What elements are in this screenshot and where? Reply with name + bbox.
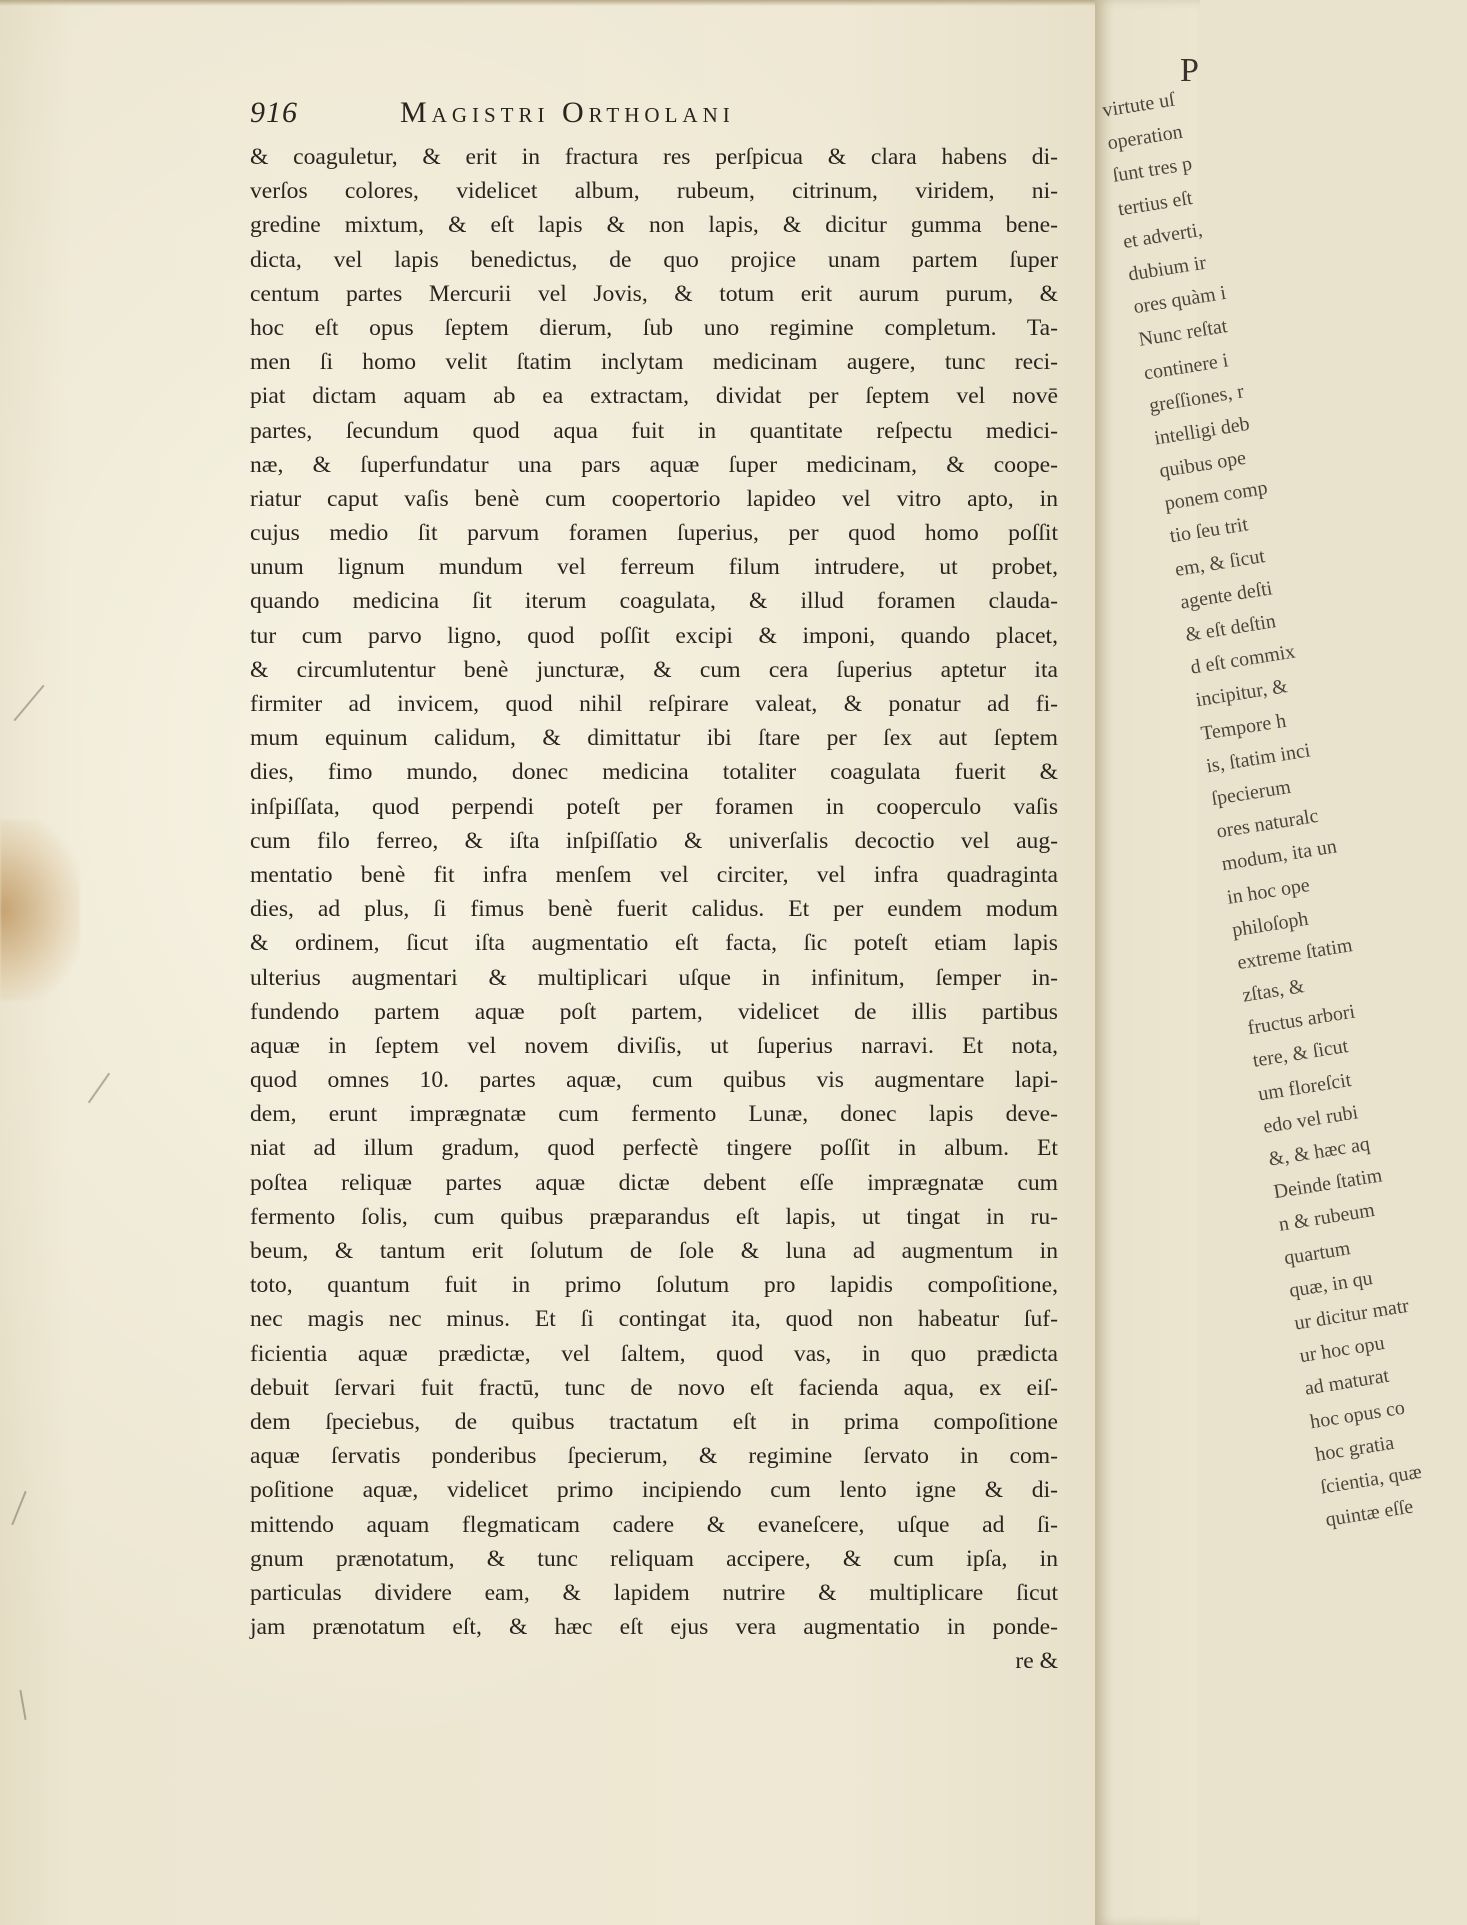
body-text — [250, 140, 1058, 1678]
facing-page-line: tere, & ſicut — [1251, 1035, 1350, 1073]
text-line: dicta, vel lapis benedictus, de quo projice unam partem ſuper — [250, 246, 1058, 273]
text-line: mum equinum calidum, & dimittatur ibi ſtare per ſex aut ſeptem — [250, 725, 1058, 752]
facing-page-line: zſtas, & — [1240, 975, 1306, 1007]
text-line: & circumlutentur benè juncturæ, & cum cera ſuperius aptetur ita — [250, 656, 1058, 683]
page-top-edge — [0, 0, 1200, 6]
text-line: cum filo ferreo, & iſta inſpiſſatio & univerſalis decoctio vel aug- — [250, 827, 1058, 854]
page-header — [250, 96, 910, 136]
margin-pencil-mark — [13, 685, 44, 722]
facing-page-line: ores naturalc — [1214, 805, 1320, 843]
text-line: cujus medio ſit parvum foramen ſuperius, per quod homo poſſit — [250, 520, 1058, 547]
text-line: niat ad illum gradum, quod perfectè tingere poſſit in album. Et — [250, 1135, 1058, 1162]
facing-page-line: quæ, in qu — [1287, 1266, 1374, 1302]
facing-page-line: ſpecierum — [1209, 775, 1293, 811]
text-line: aquæ in ſeptem vel novem diviſis, ut ſuperius narravi. Et nota, — [250, 1032, 1058, 1059]
text-line: ulterius augmentari & multiplicari uſque in infinitum, ſemper in- — [250, 964, 1058, 991]
text-line: næ, & ſuperfundatur una pars aquæ ſuper medicinam, & coope- — [250, 451, 1058, 478]
text-line: aquæ ſervatis ponderibus ſpecierum, & regimine ſervato in com- — [250, 1443, 1058, 1470]
facing-page-line: edo vel rubi — [1261, 1101, 1360, 1138]
facing-page-line: virtute uſ — [1100, 88, 1177, 122]
text-line: debuit ſervari fuit fractū, tunc de novo eſt facienda aqua, ex eiſ- — [250, 1374, 1058, 1401]
text-line: dem ſpeciebus, de quibus tractatum eſt in prima compoſitione — [250, 1408, 1058, 1435]
running-title: Magistri Ortholani — [400, 96, 735, 129]
text-line: & coaguletur, & erit in fractura res perſpicua & clara habens di- — [250, 144, 1058, 170]
facing-page-line: agente deſti — [1178, 577, 1274, 614]
text-line: firmiter ad invicem, quod nihil reſpirare valeat, & ponatur ad fi- — [250, 691, 1058, 717]
text-line: men ſi homo velit ſtatim inclytam medicinam augere, tunc reci- — [250, 349, 1058, 376]
facing-page-line: ad maturat — [1303, 1365, 1391, 1401]
text-line: ficientia aquæ prædictæ, vel ſaltem, quod vas, in quo prædicta — [250, 1340, 1058, 1367]
margin-pencil-mark — [19, 1690, 26, 1720]
facing-page-line: operation — [1105, 120, 1185, 155]
margin-pencil-mark — [11, 1491, 26, 1525]
facing-page-line: Tempore h — [1199, 709, 1288, 745]
facing-page-line: ur dicitur matr — [1292, 1294, 1411, 1335]
text-line: piat dictam aquam ab ea extractam, dividat per ſeptem vel novē — [250, 383, 1058, 410]
text-line: gnum prænotatum, & tunc reliquam accipere, & cum ipſa, in — [250, 1545, 1058, 1572]
text-line: nec magis nec minus. Et ſi contingat ita, quod non habeatur ſuf- — [250, 1306, 1058, 1333]
facing-page-line: incipitur, & — [1194, 675, 1290, 712]
facing-page-line: Nunc reſtat — [1137, 315, 1229, 352]
text-line: quando medicina ſit iterum coagulata, & illud foramen clauda- — [250, 588, 1058, 615]
facing-page-line: philoſoph — [1230, 907, 1310, 942]
facing-page-line: ur hoc opu — [1298, 1332, 1387, 1368]
text-line: mentatio benè fit infra menſem vel circiter, vel infra quadraginta — [250, 861, 1058, 888]
facing-page-line: extreme ſtatim — [1235, 934, 1354, 974]
facing-page-line: continere i — [1142, 348, 1230, 384]
facing-page-line: & eſt deſtin — [1183, 610, 1278, 647]
facing-page-line: ſcientia, quæ — [1318, 1460, 1424, 1499]
text-line: unum lignum mundum vel ferreum filum intrudere, ut probet, — [250, 554, 1058, 581]
page-stain — [0, 820, 80, 1000]
text-line: fundendo partem aquæ poſt partem, videlicet de illis partibus — [250, 998, 1058, 1025]
facing-page-line: dubium ir — [1126, 251, 1208, 286]
facing-page-line: modum, ita un — [1220, 835, 1339, 876]
text-line: beum, & tantum erit ſolutum de ſole & luna ad augmentum in — [250, 1238, 1058, 1264]
text-line: inſpiſſata, quod perpendi poteſt per foramen in cooperculo vaſis — [250, 793, 1058, 820]
text-line: dies, fimo mundo, donec medicina totaliter coagulata fuerit & — [250, 759, 1058, 786]
text-line: tur cum parvo ligno, quod poſſit excipi & imponi, quando placet, — [250, 622, 1058, 649]
facing-page-line: greſſiones, r — [1147, 380, 1246, 417]
text-line: gredine mixtum, & eſt lapis & non lapis, & dicitur gumma bene- — [250, 212, 1058, 239]
facing-page-line: quibus ope — [1157, 446, 1248, 483]
facing-page-line: tertius eſt — [1116, 186, 1194, 221]
text-line: fermento ſolis, cum quibus præparandus eſt lapis, ut tingat in ru- — [250, 1203, 1058, 1230]
page-number: 916 — [250, 96, 298, 129]
facing-page-line: et adverti, — [1121, 218, 1204, 253]
text-line: poſtea reliquæ partes aquæ dictæ debent eſſe imprægnatæ cum — [250, 1169, 1058, 1196]
text-line: partes, ſecundum quod aqua fuit in quantitate reſpectu medici- — [250, 417, 1058, 444]
catchword: re & — [1015, 1648, 1058, 1675]
facing-page-line: in hoc ope — [1225, 873, 1312, 909]
facing-page-line: is, ſtatim inci — [1204, 739, 1312, 778]
text-line: quod omnes 10. partes aquæ, cum quibus vis augmentare lapi- — [250, 1067, 1058, 1094]
facing-page-line: quartum — [1282, 1236, 1352, 1269]
text-line: dem, erunt imprægnatæ cum fermento Lunæ, donec lapis deve- — [250, 1101, 1058, 1128]
text-line: hoc eſt opus ſeptem dierum, ſub uno regimine completum. Ta- — [250, 314, 1058, 341]
facing-page-line: Deinde ſtatim — [1272, 1164, 1384, 1204]
facing-page-line: ponem comp — [1163, 477, 1270, 516]
facing-page-line: fructus arbori — [1246, 1000, 1357, 1040]
text-line: centum partes Mercurii vel Jovis, & totum erit aurum purum, & — [250, 280, 1058, 307]
margin-pencil-mark — [88, 1073, 110, 1104]
facing-page-letter: P — [1180, 52, 1199, 89]
facing-page-line: ſunt tres p — [1111, 152, 1194, 188]
facing-page-line: quintæ eſſe — [1324, 1495, 1415, 1532]
text-line: & ordinem, ſicut iſta augmentatio eſt facta, ſic poteſt etiam lapis — [250, 930, 1058, 957]
facing-page-line: n & rubeum — [1277, 1199, 1377, 1237]
facing-page-line: um floreſcit — [1256, 1068, 1353, 1106]
text-line: jam prænotatum eſt, & hæc eſt ejus vera augmentatio in ponde- — [250, 1614, 1058, 1641]
text-line: verſos colores, videlicet album, rubeum, citrinum, viridem, ni- — [250, 178, 1058, 205]
text-line: poſitione aquæ, videlicet primo incipiendo cum lento igne & di- — [250, 1477, 1058, 1504]
facing-page-line: intelligi deb — [1152, 412, 1252, 450]
text-line: toto, quantum fuit in primo ſolutum pro lapidis compoſitione, — [250, 1272, 1058, 1299]
facing-page-line: tio ſeu trit — [1168, 513, 1250, 548]
text-line: mittendo aquam flegmaticam cadere & evaneſcere, uſque ad ſi- — [250, 1511, 1058, 1538]
text-line: riatur caput vaſis benè cum coopertorio lapideo vel vitro apto, in — [250, 485, 1058, 512]
text-line: particulas dividere eam, & lapidem nutrire & multiplicare ſicut — [250, 1579, 1058, 1606]
facing-page-line: hoc gratia — [1313, 1431, 1396, 1466]
facing-page-line: &, & hæc aq — [1266, 1132, 1372, 1171]
facing-page-line: d eſt commix — [1189, 640, 1297, 679]
facing-page-line: em, & ſicut — [1173, 544, 1267, 581]
facing-page-line: ores quàm i — [1131, 282, 1228, 319]
facing-page-line: hoc opus co — [1308, 1396, 1407, 1433]
text-line: dies, ad plus, ſi fimus benè fuerit calidus. Et per eundem modum — [250, 896, 1058, 923]
